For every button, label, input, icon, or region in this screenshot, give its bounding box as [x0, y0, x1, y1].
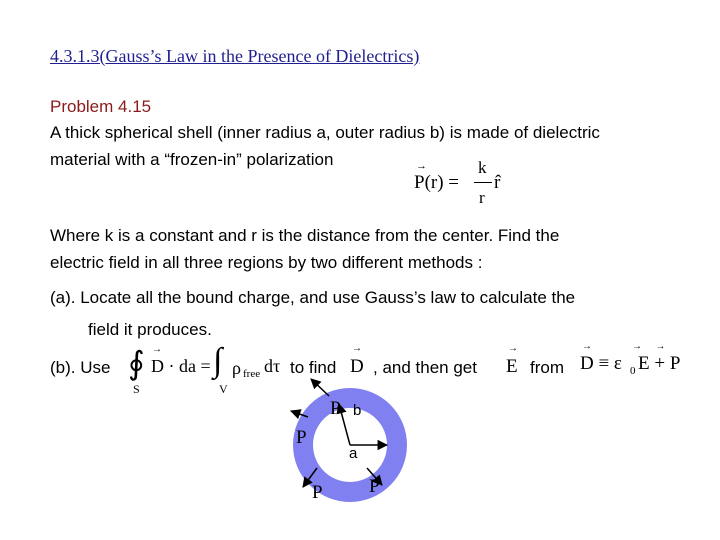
- page-title: 4.3.1.3(Gauss’s Law in the Presence of Dielectrics): [50, 46, 420, 66]
- gauss-subscript-s: S: [133, 382, 140, 396]
- part-b-then-get: , and then get: [373, 358, 477, 377]
- gauss-rho: ρ: [232, 358, 241, 378]
- d-vector-arrow-icon: →: [352, 343, 362, 354]
- constitutive-lhs: D ≡ ε: [580, 353, 622, 374]
- gauss-dtau: dτ: [264, 356, 281, 376]
- constitutive-rhs: E + P: [638, 353, 681, 374]
- diagram-label-p-bottom-right: P: [369, 476, 380, 497]
- problem-label: Problem 4.15: [50, 97, 152, 116]
- diagram-label-p-bottom-left: P: [312, 482, 323, 503]
- part-b-use: (b). Use: [50, 358, 111, 377]
- eq-fraction-bar: [474, 182, 492, 183]
- statement-line-1: A thick spherical shell (inner radius a, outer radius b) is made of dielectric: [50, 123, 600, 142]
- diagram-label-a: a: [349, 445, 358, 462]
- contour-integral-icon: ∮: [128, 345, 145, 381]
- symbol-e: E: [506, 356, 518, 377]
- gauss-subscript-v: V: [219, 382, 228, 396]
- eq-p-of-r: P(r) =: [414, 172, 460, 193]
- e-vector-arrow-icon: →: [508, 343, 518, 354]
- statement-line-2: material with a “frozen-in” polarization: [50, 150, 334, 169]
- eq-vector-arrow-icon: →: [416, 160, 427, 172]
- part-b-from: from: [530, 358, 564, 377]
- gauss-free-subscript: free: [243, 368, 261, 380]
- eq-numerator-k: k: [478, 158, 487, 177]
- polarization-arrow-top: [311, 379, 329, 396]
- part-a-line-2: field it produces.: [88, 320, 212, 339]
- where-line-1: Where k is a constant and r is the distance from the center. Find the: [50, 226, 560, 245]
- part-b-to-find: to find: [290, 358, 337, 377]
- diagram-label-b: b: [353, 402, 362, 419]
- symbol-d: D: [350, 356, 364, 377]
- constitutive-subscript: 0: [630, 365, 636, 377]
- eq-denominator-r: r: [479, 188, 485, 207]
- integral-icon: ∫: [213, 342, 223, 379]
- eq-r-hat: r̂: [494, 172, 501, 193]
- constitutive-arrows-icon: → → →: [582, 341, 666, 352]
- diagram-label-p-top: P: [330, 398, 341, 419]
- gauss-d-dot-da: D · da =: [151, 356, 211, 376]
- where-line-2: electric field in all three regions by two different methods :: [50, 253, 483, 272]
- part-a-line-1: (a). Locate all the bound charge, and use Gauss’s law to calculate the: [50, 288, 576, 307]
- diagram-label-p-left: P: [296, 427, 307, 448]
- gauss-vector-arrow-icon: →: [152, 344, 162, 355]
